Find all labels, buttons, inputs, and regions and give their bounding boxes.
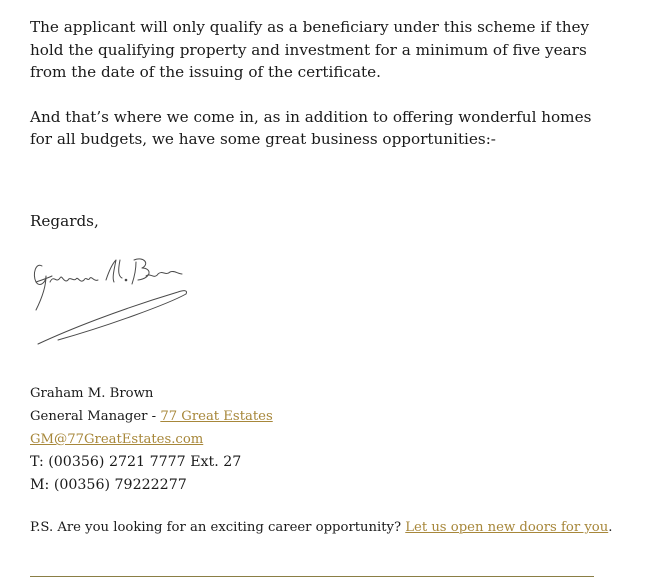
signer-name: Graham M. Brown [30,386,154,401]
email-line [30,428,273,451]
signer-title: General Manager - [30,409,161,424]
email-body [30,16,610,151]
signer-title-line [30,405,273,428]
body-paragraph-eligibility: The applicant will only qualify as a beneficiary under this scheme if they hold the qualifying property and investment for a minimum of five years from the date of the issuing of the certificate. [30,18,590,81]
body-paragraph-opportunities: And that’s where we come in, as in addition to offering wonderful homes for all budgets, we have some great business opportunities:- [30,107,592,148]
email-link[interactable]: GM@77GreatEstates.com [30,432,204,447]
postscript [30,520,612,535]
postscript-text: P.S. Are you looking for an exciting career opportunity? [30,520,406,535]
careers-link[interactable]: Let us open new doors for you [405,520,609,535]
postscript-end: . [608,520,613,535]
phone-number: T: (00356) 2721 7777 Ext. 27 [30,454,242,470]
company-link[interactable]: 77 Great Estates [160,409,273,424]
closing-regards: Regards, [30,212,99,230]
email-signature [30,382,273,497]
mobile-number: M: (00356) 79222277 [30,477,187,493]
handwritten-signature-image [28,252,198,352]
footer-divider [30,576,594,577]
